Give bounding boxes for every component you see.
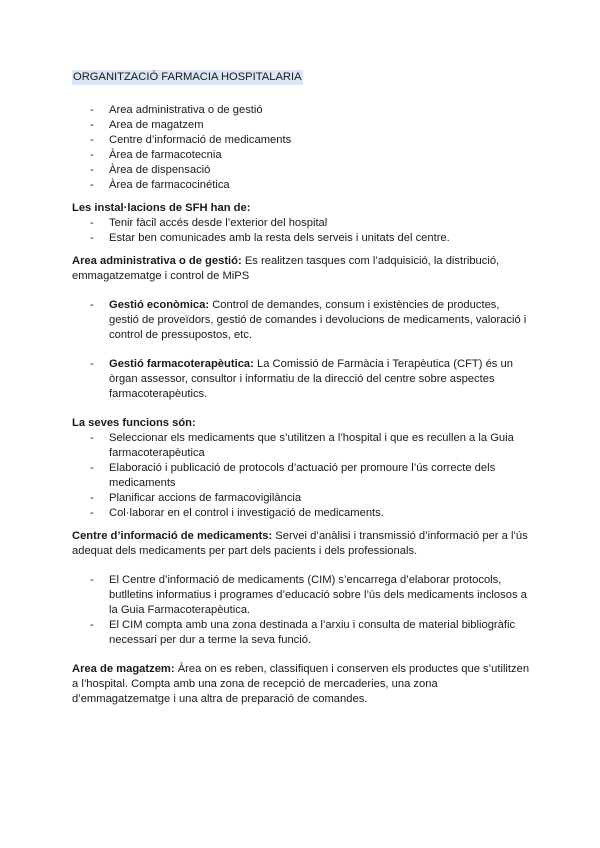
areas-list xyxy=(72,103,532,193)
list-item: - Col·laborar en el control i investigació de medicaments. xyxy=(72,506,532,521)
document-page xyxy=(72,70,532,707)
list-item: - Planificar accions de farmacovigilància xyxy=(72,491,532,506)
list-item: - Gestió econòmica: Control de demandes, consum i existències de productes, gestió de proveïdors, gestió de comandes i devolucions de medicaments, valoració i control de pressupostos, etc. xyxy=(72,298,532,343)
admin-text: Es realitzen tasques com l’adquisició, la distribució, emmagatzematge i control de MiPS xyxy=(72,255,500,282)
installations-heading: Les instal·lacions de SFH han de: xyxy=(72,202,251,214)
installations-list xyxy=(72,216,532,246)
admin-list xyxy=(72,298,532,343)
warehouse-paragraph xyxy=(72,662,532,707)
warehouse-heading: Area de magatzem: xyxy=(72,663,175,675)
cim-list xyxy=(72,573,532,648)
list-item: - El CIM compta amb una zona destinada a l’arxiu i consulta de material bibliogràfic necessari per dur a terme la seva funció. xyxy=(72,618,532,648)
admin-list-2 xyxy=(72,357,532,402)
cim-heading: Centre d’informació de medicaments: xyxy=(72,530,273,542)
cim-text: Servei d’anàlisi i transmissió d’informació per a l’ús adequat dels medicaments per part dels pacients i dels professionals. xyxy=(72,530,528,557)
list-item: - Àrea de farmacotecnia xyxy=(72,148,532,163)
functions-list xyxy=(72,431,532,521)
document-title: ORGANITZACIÓ FARMACIA HOSPITALARIA xyxy=(73,71,302,83)
list-item: - Centre d’informació de medicaments xyxy=(72,133,532,148)
list-item: - Seleccionar els medicaments que s’utilitzen a l’hospital i que es recullen a la Guia farmacoterapèutica xyxy=(72,431,532,461)
list-item: - Gestió farmacoterapèutica: La Comissió de Farmàcia i Terapèutica (CFT) és un òrgan assessor, consultor i informatiu de la direcció del centre sobre aspectes farmacoterapèutics. xyxy=(72,357,532,402)
list-item: - Àrea de dispensació xyxy=(72,163,532,178)
list-item: - Area de magatzem xyxy=(72,118,532,133)
list-item: - Tenir fàcil accés desde l’exterior del hospital xyxy=(72,216,532,231)
list-item: - Àrea de farmacocinética xyxy=(72,178,532,193)
warehouse-text: Àrea on es reben, classifiquen i conserven els productes que s’utilitzen a l’hospital. Compta amb una zona de recepció de mercaderies, una zona d’emmagatzematge i una altra de preparació de comandes. xyxy=(72,663,530,705)
list-item: - El Centre d’informació de medicaments (CIM) s’encarrega d’elaborar protocols, butlletins informatius i programes d’educació sobre l’ús dels medicaments inclosos a la Guia Farmacoterapèutica. xyxy=(72,573,532,618)
functions-heading: La seves funcions són: xyxy=(72,417,196,429)
admin-paragraph xyxy=(72,254,532,284)
list-item: - Elaboració i publicació de protocols d’actuació per promoure l’ús correcte dels medicaments xyxy=(72,461,532,491)
cim-paragraph xyxy=(72,529,532,559)
list-item: - Area administrativa o de gestió xyxy=(72,103,532,118)
list-item: - Estar ben comunicades amb la resta dels serveis i unitats del centre. xyxy=(72,231,532,246)
admin-heading: Area administrativa o de gestió: xyxy=(72,255,242,267)
